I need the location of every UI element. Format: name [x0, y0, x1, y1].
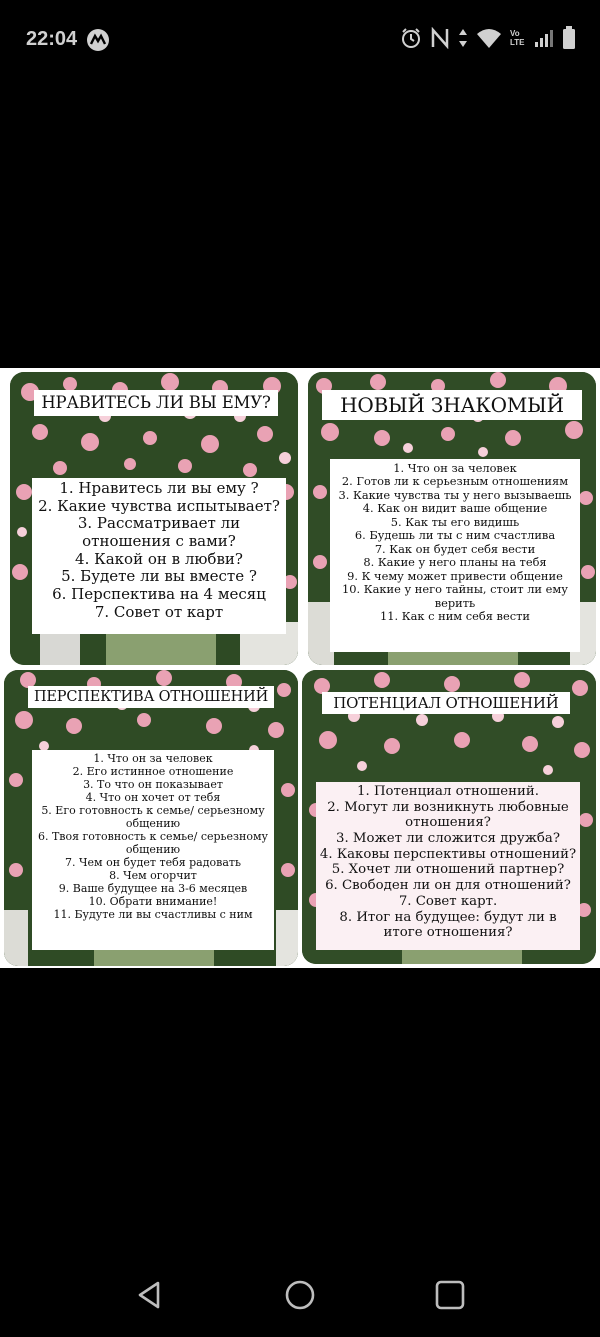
question-list — [316, 782, 580, 950]
question-list — [330, 459, 580, 652]
list-item: 1. Нравитесь ли вы ему ? — [59, 479, 259, 497]
card-title: НРАВИТЕСЬ ЛИ ВЫ ЕМУ? — [34, 390, 278, 416]
recents-icon — [434, 1279, 466, 1311]
list-item: 9. Ваше будущее на 3-6 месяцев — [58, 881, 248, 895]
list-item: 3. Может ли сложится дружба? — [336, 831, 560, 847]
list-item: 9. К чему может привести общение — [347, 568, 563, 583]
card-relationship-perspective — [4, 670, 298, 966]
list-item: 1. Что он за человек — [393, 461, 517, 475]
back-button[interactable] — [130, 1275, 170, 1315]
list-item: 7. Совет от карт — [94, 602, 224, 621]
list-item: 11. Как с ним себя вести — [380, 608, 530, 623]
list-item: 4. Какой он в любви? — [75, 549, 243, 568]
list-item: 6. Будешь ли ты с ним счастлива — [354, 528, 556, 543]
list-item: 6. Твоя готовность к семье/ серьезному общению — [37, 829, 269, 856]
home-icon — [284, 1279, 316, 1311]
list-item: 10. Обрати внимание! — [88, 894, 218, 908]
volte-icon: Vo LTE — [510, 29, 525, 47]
card-title: НОВЫЙ ЗНАКОМЫЙ — [322, 390, 582, 420]
list-item: 3. Какие чувства ты у него вызываешь — [338, 487, 572, 502]
card-relationship-potential — [302, 670, 596, 964]
signal-icon — [534, 28, 554, 48]
list-item: 6. Свободен ли он для отношений? — [325, 878, 571, 894]
list-item: 2. Какие чувства испытывает? — [38, 496, 280, 515]
list-item: 7. Совет карт. — [398, 893, 498, 909]
list-item: 4. Каковы перспективы отношений? — [319, 846, 577, 862]
image-viewer[interactable] — [0, 368, 600, 968]
list-item: 4. Что он хочет от тебя — [85, 790, 221, 804]
list-item: 2. Его истинное отношение — [72, 764, 234, 778]
list-item: 3. То что он показывает — [83, 777, 223, 791]
card-title: ПОТЕНЦИАЛ ОТНОШЕНИЙ — [322, 692, 570, 714]
list-item: 10. Какие у него тайны, стоит ли ему верить — [342, 582, 568, 610]
back-icon — [134, 1279, 166, 1311]
alarm-icon — [400, 27, 422, 49]
card-likes-you — [10, 372, 298, 665]
navigation-bar — [0, 1255, 600, 1337]
list-item: 2. Могут ли возникнуть любовные отношения? — [327, 799, 569, 831]
home-button[interactable] — [280, 1275, 320, 1315]
list-item: 7. Чем он будет тебя радовать — [65, 855, 241, 869]
list-item: 4. Как он видит ваше общение — [362, 501, 548, 516]
card-title: ПЕРСПЕКТИВА ОТНОШЕНИЙ — [28, 686, 274, 708]
list-item: 5. Будете ли вы вместе ? — [61, 567, 257, 586]
question-list — [32, 750, 274, 950]
list-item: 3. Рассматривает ли отношения с вами? — [77, 514, 241, 551]
status-icons — [400, 26, 576, 50]
nfc-icon — [430, 27, 450, 49]
wifi-icon — [476, 27, 502, 49]
battery-icon — [562, 26, 576, 50]
list-item: 5. Его готовность к семье/ серьезному общению — [41, 803, 265, 830]
card-new-acquaintance — [308, 372, 596, 665]
recents-button[interactable] — [430, 1275, 470, 1315]
list-item: 2. Готов ли к серьезным отношениям — [341, 474, 569, 489]
list-item: 1. Потенциал отношений. — [357, 784, 539, 799]
list-item: 1. Что он за человек — [93, 752, 213, 765]
question-list — [32, 478, 286, 634]
list-item: 7. Как он будет себя вести — [374, 541, 536, 556]
list-item: 11. Будуте ли вы счастливы с ним — [53, 907, 253, 921]
status-bar — [0, 0, 600, 80]
data-arrows-icon — [458, 27, 468, 49]
list-item: 5. Как ты его видишь — [390, 514, 520, 529]
list-item: 6. Перспектива на 4 месяц — [52, 585, 266, 604]
list-item: 8. Итог на будущее: будут ли в итоге отношения? — [339, 909, 557, 941]
list-item: 8. Какие у него планы на тебя — [363, 555, 547, 570]
clock: 22:04 — [26, 28, 78, 50]
list-item: 8. Чем огорчит — [109, 868, 197, 882]
app-notification-icon — [86, 28, 108, 50]
list-item: 5. Хочет ли отношений партнер? — [331, 862, 565, 878]
